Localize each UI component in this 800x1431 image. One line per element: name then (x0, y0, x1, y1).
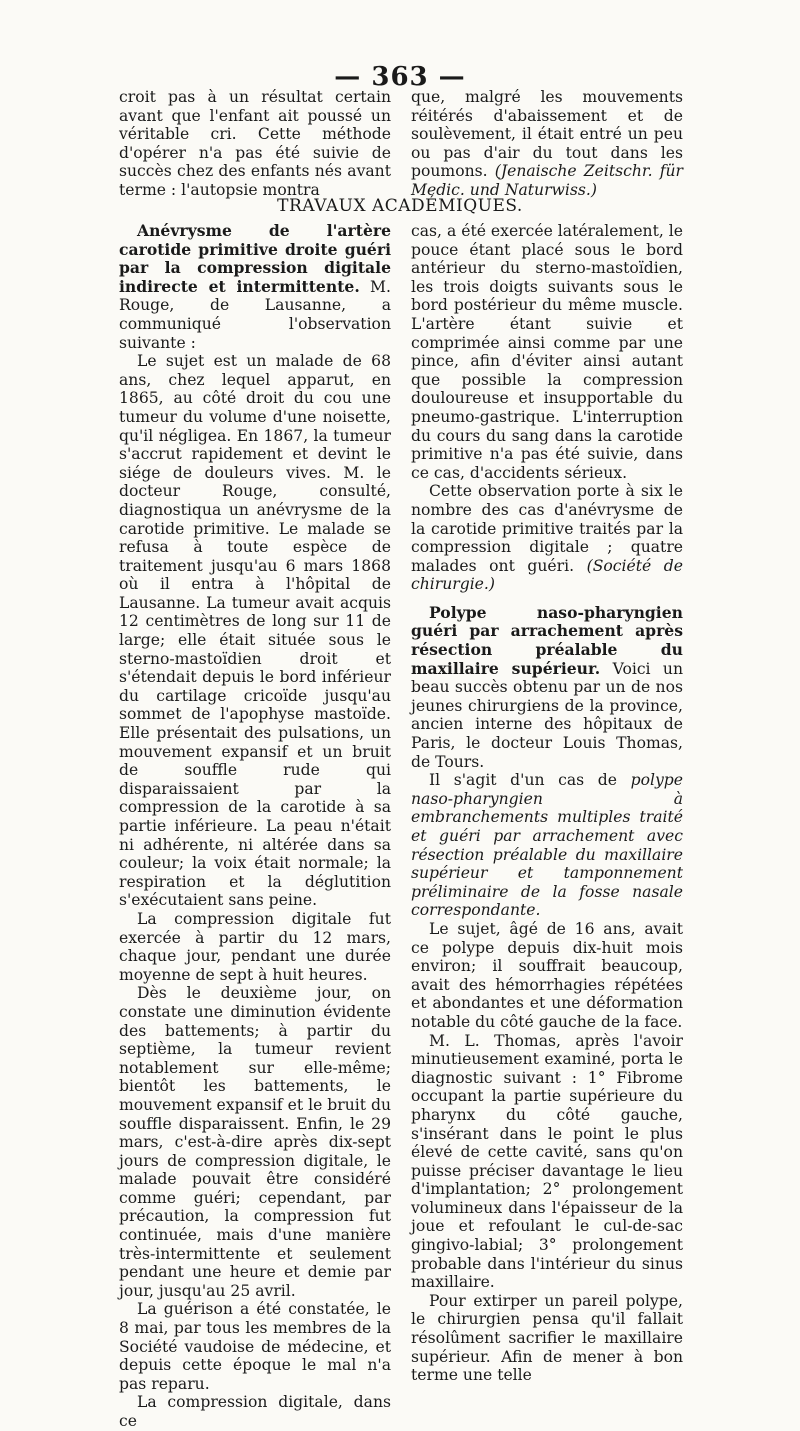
article1-heading (119, 222, 391, 352)
article2-italic: polype naso-pharyngien à embranchements multiples traité et guéri par arrachement avec résection préalable du maxillaire supérieur et tamponnement préliminaire de la fosse nasale correspondante. (411, 771, 683, 920)
article1-continuation: cas, a été exercée latéralement, le pouce étant placé sous le bord antérieur du sterno-mastoïdien, les trois doigts suivants sous le bord postérieur du même muscle. L'artère étant suivie et comprimée ainsi comme par une pince, afin d'éviter ainsi autant que possible la compression douloureuse et insupportable du pneumo-gastrique. L'interruption du cours du sang dans la carotide primitive n'a pas été suivie, dans ce cas, d'accidents sérieux. (411, 222, 683, 482)
page-number: — 363 — (334, 62, 466, 92)
article1-source: (Société de chirurgie.) (411, 556, 683, 594)
article2-para-4: Pour extirper un pareil polype, le chirurgien pensa qu'il fallait résolûment sacrifier le maxillaire supérieur. Afin de mener à bon terme une telle (411, 1291, 683, 1385)
section-title: TRAVAUX ACADÉMIQUES. (277, 196, 523, 216)
article1-para-2: La compression digitale fut exercée à partir du 12 mars, chaque jour, pendant une durée moyenne de sept à huit heures. (119, 909, 391, 984)
article2-title: Polype naso-pharyngien guéri par arrachement après résection préalable du maxillaire supérieur. (411, 602, 683, 678)
left-column (119, 222, 391, 1431)
article1-para-4: La guérison a été constatée, le 8 mai, par tous les membres de la Société vaudoise de médecine, et depuis cette époque le mal n'a pas reparu. (119, 1300, 391, 1393)
article2-intro: Voici un beau succès obtenu par un de nos jeunes chirurgiens de la province, ancien interne des hôpitaux de Paris, le docteur Louis Thomas, de Tours. (411, 659, 683, 771)
article2-para-1: Il s'agit d'un cas de polype naso-pharyngien à embranchements multiples traité et guéri par arrachement avec résection préalable du maxillaire supérieur et tamponnement préliminaire de la fosse nasale correspondante. (411, 771, 683, 920)
article1-para-3: Dès le deuxième jour, on constate une diminution évidente des battements; à partir du septième, la tumeur revient notablement sur elle-même; bientôt les battements, le mouvement expansif et le bruit du souffle disparaissent. Enfin, le 29 mars, c'est-à-dire après dix-sept jours de compression digitale, le malade pouvait être considéré comme guéri; cependant, par précaution, la compression fut continuée, mais d'une manière très-intermittente et seulement pendant une heure et demie par jour, jusqu'au 25 avril. (119, 984, 391, 1300)
article2-para-2: Le sujet, âgé de 16 ans, avait ce polype depuis dix-huit mois environ; il souffrait beaucoup, avait des hémorrhagies répétées et abondantes et une déformation notable du côté gauche de la face. (411, 919, 683, 1031)
top-right-text: que, malgré les mouvements réitérés d'abaissement et de soulèvement, il était entré un peu ou pas d'air du tout dans les poumons. (Jenaische Zeitschr. für Medic. und Naturwiss.) (411, 88, 683, 199)
top-right-column (411, 88, 683, 200)
article2-heading (411, 604, 683, 771)
right-column (411, 222, 683, 1385)
article2-para-3: M. L. Thomas, après l'avoir minutieusement examiné, porta le diagnostic suivant : 1° Fibrome occupant la partie supérieure du pharynx du côté gauche, s'insérant dans le point le plus élevé de cette cavité, sans qu'on puisse préciser davantage le lieu d'implantation; 2° prolongement volumineux dans l'épaisseur de la joue et refoulant le cul-de-sac gingivo-labial; 3° prolongement probable dans l'intérieur du sinus maxillaire. (411, 1031, 683, 1292)
article1-intro: M. Rouge, de Lausanne, a communiqué l'observation suivante : (119, 277, 391, 352)
article1-title: Anévrysme de l'artère carotide primitive droite guéri par la compression digitale indirecte et intermittente. (119, 221, 391, 296)
article1-para-1: Le sujet est un malade de 68 ans, chez lequel apparut, en 1865, au côté droit du cou une tumeur du volume d'une noisette, qu'il négligea. En 1867, la tumeur s'accrut rapidement et devint le siége de douleurs vives. M. le docteur Rouge, consulté, diagnostiqua un anévrysme de la carotide primitive. Le malade se refusa à toute espèce de traitement jusqu'au 6 mars 1868 où il entra à l'hôpital de Lausanne. La tumeur avait acquis 12 centimètres de long sur 11 de large; elle était située sous le sterno-mastoïdien droit et s'étendait depuis le bord inférieur du cartilage cricoïde jusqu'au sommet de l'apophyse mastoïde. Elle présentait des pulsations, un mouvement expansif et un bruit de souffle rude qui disparaissaient par la compression de la carotide à sa partie inférieure. La peau n'était ni adhérente, ni altérée dans sa couleur; la voix était normale; la respiration et la déglutition s'exécutaient sans peine. (119, 352, 391, 910)
top-left-column (119, 88, 391, 200)
article1-para-5: La compression digitale, dans ce (119, 1393, 391, 1430)
top-left-text: croit pas à un résultat certain avant que l'enfant ait poussé un véritable cri. Cette méthode d'opérer n'a pas été suivie de succès chez des enfants nés avant terme : l'autopsie montra (119, 88, 391, 199)
citation: (Jenaische Zeitschr. für Medic. und Naturwiss.) (411, 162, 683, 199)
article1-closing: Cette observation porte à six le nombre des cas d'anévrysme de la carotide primitive traités par la compression digitale ; quatre malades ont guéri. (Société de chirurgie.) (411, 482, 683, 594)
